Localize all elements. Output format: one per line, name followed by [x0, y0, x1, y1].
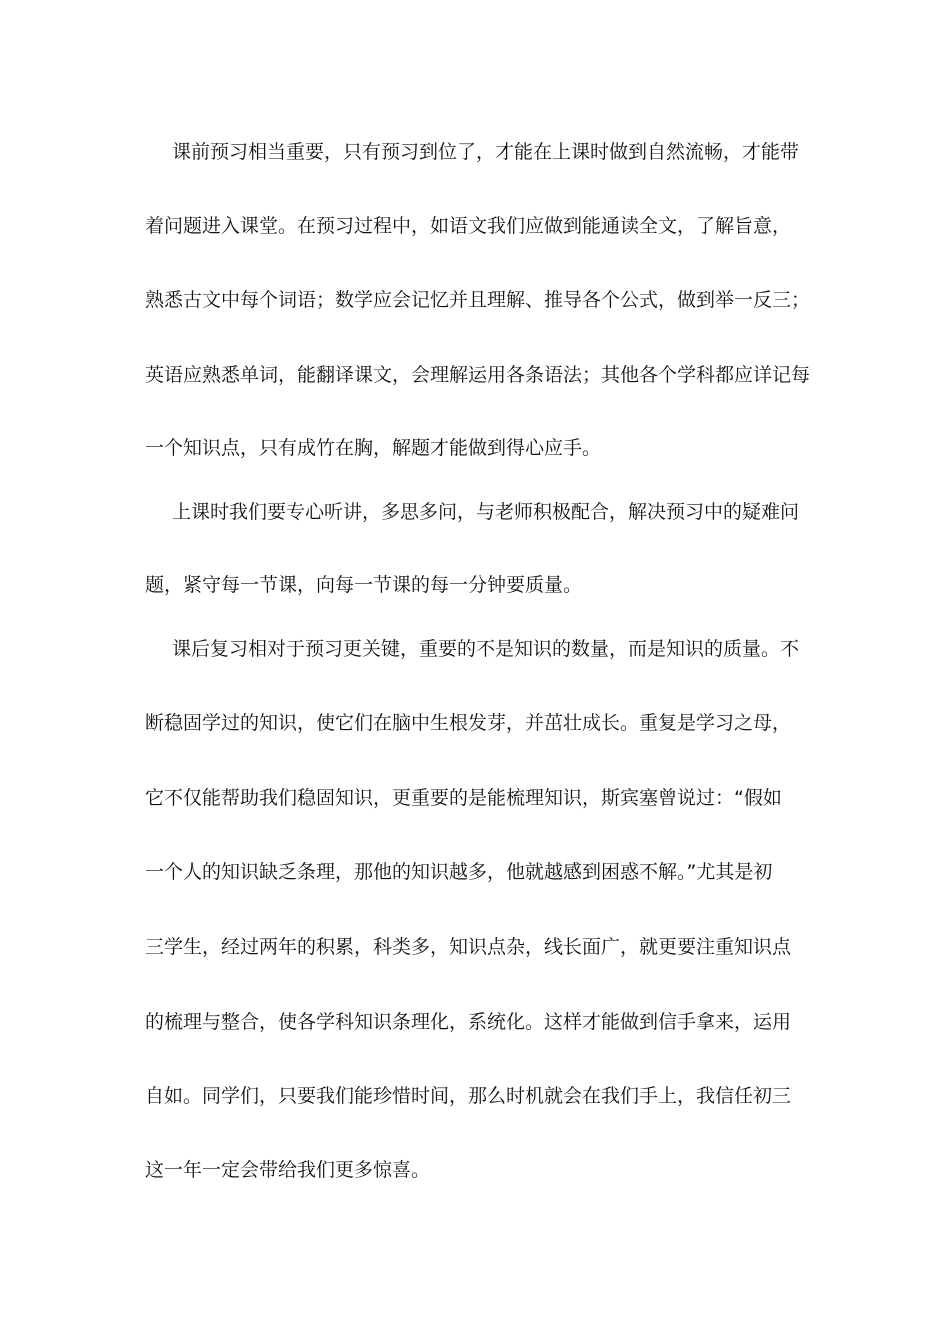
- paragraph-1-line-4: 英语应熟悉单词，能翻译课文，会理解运用各条语法；其他各个学科都应详记每: [145, 364, 810, 386]
- paragraph-1-line-5: 一个知识点，只有成竹在胸，解题才能做到得心应手。: [145, 437, 602, 459]
- paragraph-3-line-7: 自如。同学们，只要我们能珍惜时间，那么时机就会在我们手上，我信任初三: [145, 1085, 792, 1107]
- paragraph-1-line-2: 着问题进入课堂。在预习过程中，如语文我们应做到能通读全文，了解旨意，: [145, 215, 792, 237]
- paragraph-3-line-1: 课后复习相对于预习更关键，重要的不是知识的数量，而是知识的质量。不: [172, 638, 800, 660]
- paragraph-3-line-4: 一个人的知识缺乏条理，那他的知识越多，他就越感到困惑不解。”尤其是初: [145, 861, 773, 883]
- paragraph-2-line-1: 上课时我们要专心听讲，多思多问，与老师积极配合，解决预习中的疑难问: [172, 501, 800, 523]
- paragraph-1-line-3: 熟悉古文中每个词语；数学应会记忆并且理解、推导各个公式，做到举一反三；: [145, 289, 810, 311]
- paragraph-3-line-8: 这一年一定会带给我们更多惊喜。: [145, 1159, 431, 1181]
- paragraph-3-line-5: 三学生，经过两年的积累，科类多，知识点杂，线长面广，就更要注重知识点: [145, 936, 792, 958]
- paragraph-2-line-2: 题，紧守每一节课，向每一节课的每一分钟要质量。: [145, 574, 583, 596]
- paragraph-3-line-2: 断稳固学过的知识，使它们在脑中生根发芽，并茁壮成长。重复是学习之母，: [145, 712, 792, 734]
- paragraph-3-line-3: 它不仅能帮助我们稳固知识，更重要的是能梳理知识，斯宾塞曾说过：“假如: [145, 787, 782, 809]
- paragraph-1-line-1: 课前预习相当重要，只有预习到位了，才能在上课时做到自然流畅，才能带: [172, 141, 800, 163]
- paragraph-3-line-6: 的梳理与整合，使各学科知识条理化，系统化。这样才能做到信手拿来，运用: [145, 1011, 792, 1033]
